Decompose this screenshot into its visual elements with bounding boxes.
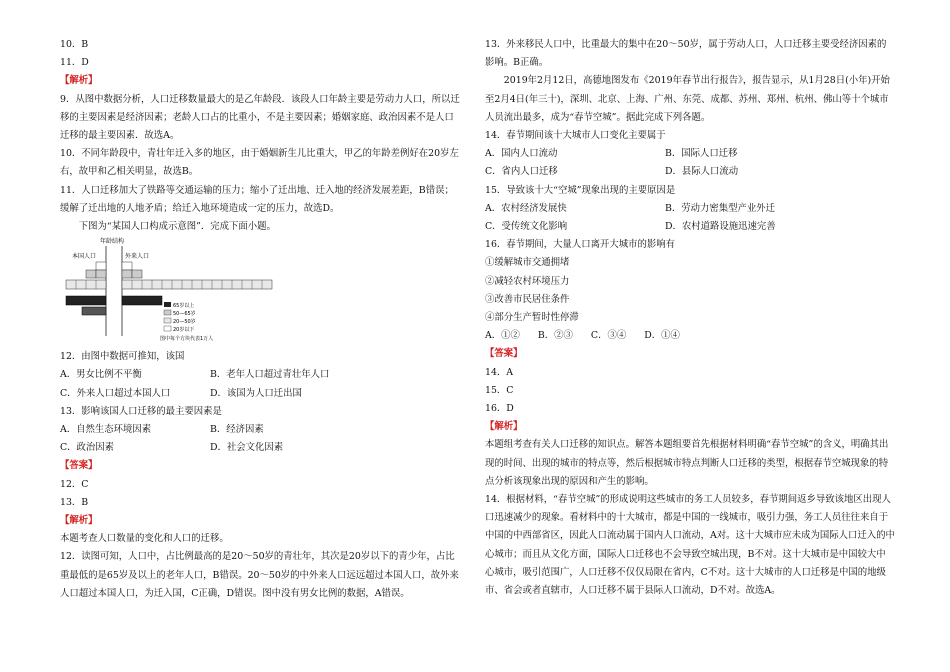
explanation-9: 9．从图中数据分析，人口迁移数量最大的是乙年龄段．该段人口年龄主要是劳动力人口，所以迁移的主要因素是经济因素；老龄人口占的比重小，不是主要因素；婚姻家庭、政治因素不是人口迁移的最主要因素．故选A。 bbox=[60, 93, 460, 142]
q13-option-c: C．政治因素 bbox=[60, 442, 115, 454]
analysis-heading-2: 【解析】 bbox=[60, 515, 98, 527]
answer-10: 10．B bbox=[60, 39, 89, 50]
question-13: 13．影响该国人口迁移的最主要因素是 bbox=[60, 405, 222, 417]
q16-option-c: C．③④ bbox=[590, 330, 627, 342]
age-structure-label: 年龄结构 bbox=[100, 238, 125, 246]
answer-13: 13．B bbox=[60, 496, 89, 508]
q15-option-d: D．农村道路设施迅速完善 bbox=[665, 221, 776, 233]
answer-12: 12．C bbox=[60, 478, 89, 490]
q14-option-d: D．县际人口流动 bbox=[665, 166, 739, 178]
explanation-13: 13．外来移民人口中，比重最大的集中在20～50岁，属于劳动人口，人口迁移主要受经济因素的影响。B正确。 bbox=[485, 39, 887, 69]
q16-item-1: ①缓解城市交通拥堵 bbox=[485, 257, 570, 269]
q12-option-c: C．外来人口超过本国人口 bbox=[60, 387, 171, 399]
legend-65-plus: 65岁以上 bbox=[173, 303, 195, 310]
q16-item-3: ③改善市民居住条件 bbox=[485, 293, 570, 305]
q16-option-a: A．①② bbox=[485, 330, 520, 342]
answer-16: 16．D bbox=[485, 403, 514, 415]
age-blocks-top bbox=[86, 262, 142, 278]
legend-20-50: 20—50岁 bbox=[173, 319, 196, 326]
right-column bbox=[485, 36, 895, 600]
population-figure bbox=[60, 236, 460, 348]
figure-legend bbox=[160, 302, 213, 342]
legend-50-65: 50—65岁 bbox=[173, 311, 196, 318]
explanation-10: 10．不同年龄段中，青壮年迁入多的地区，由于婚姻新生儿比重大，甲乙的年龄差例好在20岁左右，故甲和乙相关明显，故选B。 bbox=[60, 148, 459, 178]
q13-options-row1 bbox=[60, 421, 460, 439]
q12-options-row1 bbox=[60, 366, 460, 384]
explanation-intro: 本题考查人口数量的变化和人口的迁移。 bbox=[60, 533, 229, 545]
q13-option-a: A．自然生态环境因素 bbox=[60, 424, 152, 436]
q15-option-a: A．农村经济发展快 bbox=[485, 202, 567, 214]
figure-note: 图中每个方块代表1万人 bbox=[160, 336, 214, 343]
analysis-heading: 【解析】 bbox=[60, 75, 98, 87]
q14-options-row1 bbox=[485, 145, 895, 163]
legend-under-20: 20岁以下 bbox=[173, 327, 195, 334]
q15-option-c: C．受传统文化影响 bbox=[485, 221, 568, 233]
question-14: 14．春节期间该十大城市人口变化主要属于 bbox=[485, 130, 666, 142]
answer-15: 15．C bbox=[485, 384, 514, 396]
q16-option-b: B．②③ bbox=[537, 330, 573, 342]
explanation-group-intro: 本题组考查有关人口迁移的知识点。解答本题组要首先根据材料明确“春节空城”的含义，明确其出现的时间、出现的城市的特点等，然后根据城市特点判断人口迁移的类型，根据春节空城现象的特点分析该现象出现的原因和产生的影响。 bbox=[485, 439, 889, 487]
answer-11: 11．D bbox=[60, 57, 89, 69]
material-passage: 2019年2月12日，高德地图发布《2019年春节出行报告》，报告显示，从1月28日(小年)开始至2月4日(年三十)，深圳、北京、上海、广州、东莞、成都、苏州、郑州、杭州、佛山等十个城市人员流出最多，成为“春节空城”。据此完成下列各题。 bbox=[485, 75, 890, 123]
question-16: 16．春节期间，大量人口离开大城市的影响有 bbox=[485, 239, 676, 251]
explanation-11: 11．人口迁移加大了铁路等交通运输的压力；缩小了迁出地、迁入地的经济发展差距，B错误；缓解了迁出地的人地矛盾；给迁入地环境造成一定的压力，故选D。 bbox=[60, 184, 454, 214]
q15-options-row2 bbox=[485, 218, 895, 236]
q14-option-a: A．国内人口流动 bbox=[485, 148, 558, 160]
q12-options-row2 bbox=[60, 385, 460, 403]
age-blocks-middle bbox=[66, 280, 272, 289]
q13-options-row2 bbox=[60, 439, 460, 457]
native-population-label: 本国人口 bbox=[72, 253, 97, 261]
left-column bbox=[60, 36, 460, 603]
q15-options-row1 bbox=[485, 200, 895, 218]
q12-option-a: A．男女比例不平衡 bbox=[60, 369, 142, 381]
population-figure-svg bbox=[60, 236, 290, 348]
q14-options-row2 bbox=[485, 163, 895, 181]
q12-option-b: B．老年人口超过青壮年人口 bbox=[210, 369, 330, 381]
analysis-heading-right: 【解析】 bbox=[485, 421, 523, 433]
q13-option-d: D．社会文化因素 bbox=[210, 442, 284, 454]
q14-option-b: B．国际人口迁移 bbox=[665, 148, 738, 160]
figure-intro: 下图为“某国人口构成示意图”．完成下面小题。 bbox=[78, 221, 276, 233]
q16-options bbox=[485, 327, 895, 345]
question-15: 15．导致该十大“空城”现象出现的主要原因是 bbox=[485, 184, 676, 196]
age-blocks-bottom bbox=[66, 296, 162, 315]
question-12: 12．由图中数据可推知，该国 bbox=[60, 351, 185, 363]
q12-option-d: D．该国为人口迁出国 bbox=[210, 387, 302, 399]
explanation-12: 12．读图可知，人口中，占比例最高的是20～50岁的青壮年，其次是20岁以下的青少年，占比重最低的是65岁及以上的老年人口，B错误。20～50岁的中外来人口远远超过本国人口，故外来人口超过本国人口，为迁入国，C正确，D错误。图中没有男女比例的数据，A错误。 bbox=[60, 551, 459, 599]
answer-14: 14．A bbox=[485, 366, 514, 378]
answer-heading-right: 【答案】 bbox=[485, 348, 523, 360]
q16-item-2: ②减轻农村环境压力 bbox=[485, 275, 570, 287]
explanation-14: 14．根据材料，“春节空城”的形成说明这些城市的务工人员较多，春节期间返乡导致该地区出现人口迅速减少的现象。看材料中的十大城市，都是中国的一线城市，吸引力强，务工人员往往来自于中国的中西部省区，因此人口流动属于国内人口流动，A对。这十大城市应未成为国际人口迁入的中心城市；而且从文化方面，国际人口迁移也不会导致空城出现，B不对。这十大城市是中国较大中心城市，吸引范围广，人口迁移不仅仅局限在省内，C不对。这十大城市的人口迁移是中国的地级市、省会或者直辖市，人口迁移不属于县际人口流动，D不对。故选A。 bbox=[485, 494, 895, 597]
q13-option-b: B．经济因素 bbox=[210, 424, 264, 436]
q15-option-b: B．劳动力密集型产业外迁 bbox=[665, 202, 776, 214]
answer-heading: 【答案】 bbox=[60, 460, 98, 472]
q16-option-d: D．①④ bbox=[644, 330, 680, 342]
q16-item-4: ④部分生产暂时性停滞 bbox=[485, 312, 579, 324]
q14-option-c: C．省内人口迁移 bbox=[485, 166, 558, 178]
foreign-population-label: 外来人口 bbox=[125, 253, 150, 261]
